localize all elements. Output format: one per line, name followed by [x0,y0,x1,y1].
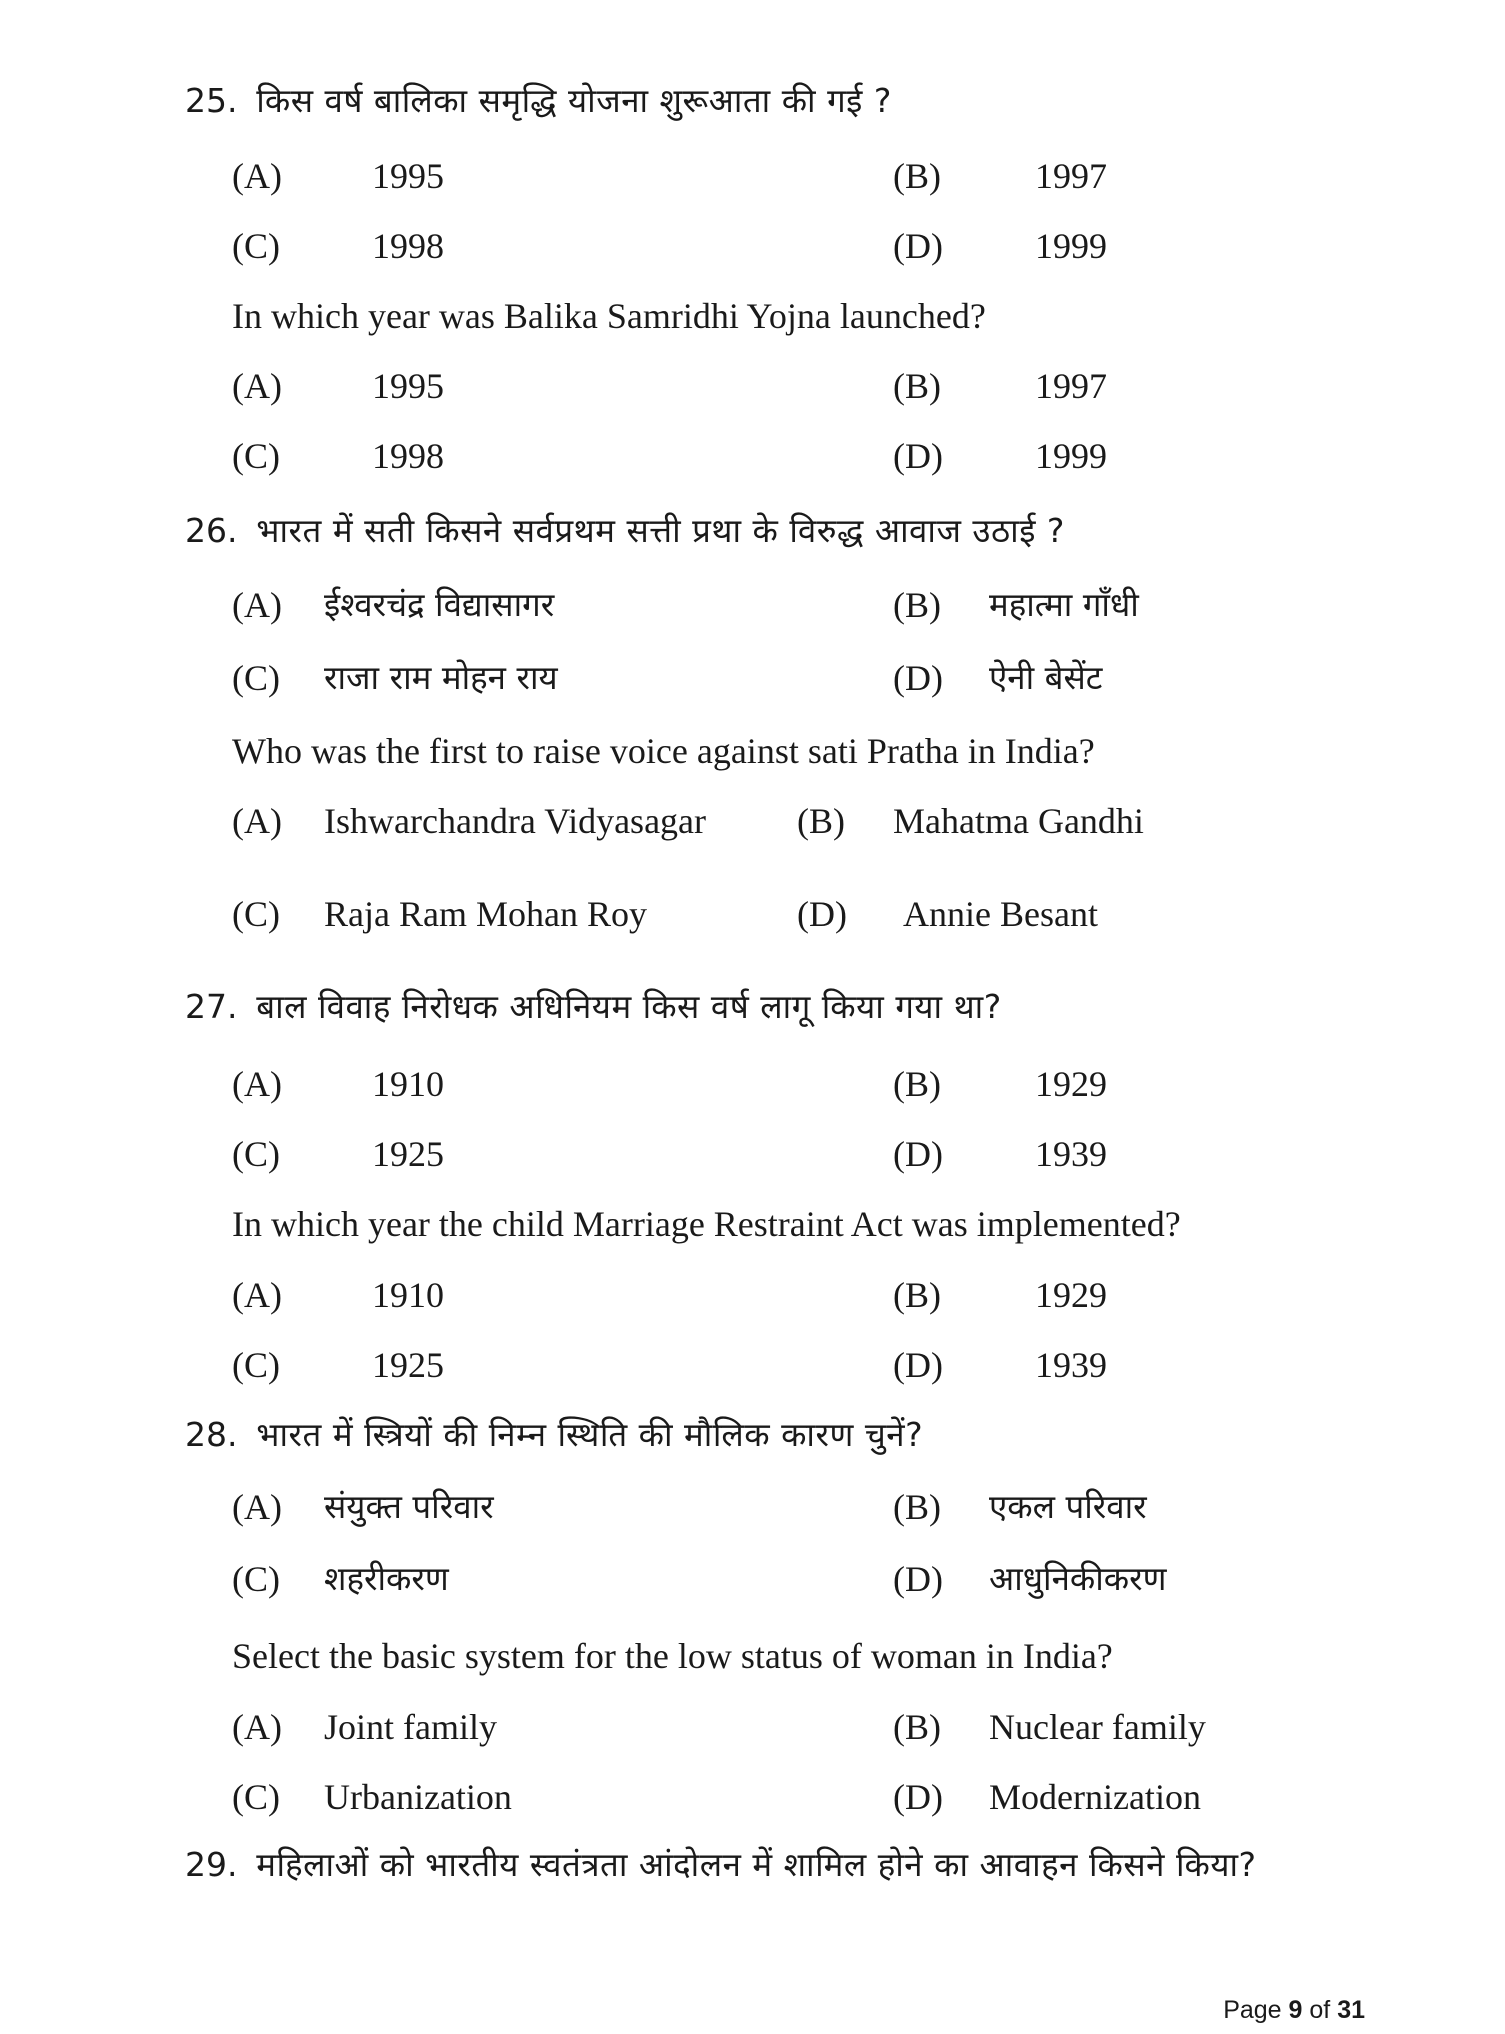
option-label: (C) [232,894,280,934]
question-28-hindi [185,1415,924,1454]
option-label: (B) [893,585,941,625]
option-value: 1995 [372,366,444,406]
option-value: Nuclear family [989,1707,1206,1747]
page-current: 9 [1288,1996,1303,2024]
option-label: (D) [797,894,847,934]
question-number: 25. [185,81,238,120]
option-value: 1925 [372,1134,444,1174]
option-value: 1910 [372,1064,444,1104]
question-29-hindi [185,1845,1257,1884]
question-26-hindi [185,511,1065,550]
option-value: 1997 [1035,366,1107,406]
option-label: (C) [232,1345,280,1385]
option-label: (B) [893,366,941,406]
option-value: महात्मा गाँधी [989,585,1139,624]
question-text: बाल विवाह निरोधक अधिनियम किस वर्ष लागू किया गया था? [256,987,1002,1026]
option-value: राजा राम मोहन राय [324,658,558,697]
option-value: ईश्वरचंद्र विद्यासागर [324,585,555,624]
option-label: (B) [893,1064,941,1104]
question-25-english: In which year was Balika Samridhi Yojna launched? [232,296,986,336]
option-value: Annie Besant [903,894,1098,934]
option-label: (D) [893,658,943,698]
option-label: (A) [232,1064,282,1104]
option-label: (A) [232,585,282,625]
question-number: 27. [185,987,238,1026]
option-label: (D) [893,226,943,266]
option-value: 1995 [372,156,444,196]
option-label: (A) [232,1275,282,1315]
option-value: 1910 [372,1275,444,1315]
page-of: of [1302,1996,1338,2024]
question-26-english: Who was the first to raise voice against sati Pratha in India? [232,731,1095,771]
option-value: Mahatma Gandhi [893,801,1144,841]
option-value: 1999 [1035,436,1107,476]
question-28-english: Select the basic system for the low status of woman in India? [232,1636,1113,1676]
page-total: 31 [1337,1996,1365,2024]
option-value: संयुक्त परिवार [324,1487,494,1526]
option-label: (D) [893,436,943,476]
question-number: 29. [185,1845,238,1884]
option-label: (B) [893,1487,941,1527]
option-value: 1998 [372,436,444,476]
question-27-hindi [185,987,1002,1026]
option-value: Urbanization [324,1777,512,1817]
option-label: (D) [893,1134,943,1174]
option-label: (D) [893,1777,943,1817]
option-label: (C) [232,436,280,476]
option-label: (B) [893,1275,941,1315]
option-value: 1939 [1035,1345,1107,1385]
page-number [1223,1996,1365,2025]
option-label: (A) [232,801,282,841]
question-number: 28. [185,1415,238,1454]
question-text: महिलाओं को भारतीय स्वतंत्रता आंदोलन में शामिल होने का आवाहन किसने किया? [256,1845,1257,1884]
question-25-hindi [185,81,892,120]
option-label: (C) [232,1777,280,1817]
option-label: (B) [797,801,845,841]
option-label: (D) [893,1559,943,1599]
option-label: (C) [232,1559,280,1599]
option-value: 1998 [372,226,444,266]
option-value: 1997 [1035,156,1107,196]
option-label: (A) [232,366,282,406]
option-value: 1929 [1035,1275,1107,1315]
option-value: 1999 [1035,226,1107,266]
option-value: ऐनी बेसेंट [989,658,1103,697]
page-prefix: Page [1223,1996,1289,2024]
option-value: शहरीकरण [324,1559,449,1598]
option-label: (D) [893,1345,943,1385]
option-value: Raja Ram Mohan Roy [324,894,647,934]
question-number: 26. [185,511,238,550]
option-label: (C) [232,1134,280,1174]
question-text: भारत में स्त्रियों की निम्न स्थिति की मौलिक कारण चुनें? [256,1415,924,1454]
option-value: Modernization [989,1777,1201,1817]
option-label: (A) [232,1707,282,1747]
question-text: किस वर्ष बालिका समृद्धि योजना शुरूआता की गई ? [256,81,892,120]
option-label: (C) [232,226,280,266]
option-value: एकल परिवार [989,1487,1147,1526]
option-value: 1925 [372,1345,444,1385]
option-value: Joint family [324,1707,497,1747]
question-text: भारत में सती किसने सर्वप्रथम सत्ती प्रथा के विरुद्ध आवाज उठाई ? [256,511,1065,550]
question-27-english: In which year the child Marriage Restraint Act was implemented? [232,1204,1181,1244]
option-value: 1929 [1035,1064,1107,1104]
option-value: Ishwarchandra Vidyasagar [324,801,707,841]
option-label: (A) [232,156,282,196]
option-label: (B) [893,1707,941,1747]
option-value: आधुनिकीकरण [989,1559,1167,1598]
option-label: (B) [893,156,941,196]
option-value: 1939 [1035,1134,1107,1174]
option-label: (A) [232,1487,282,1527]
option-label: (C) [232,658,280,698]
